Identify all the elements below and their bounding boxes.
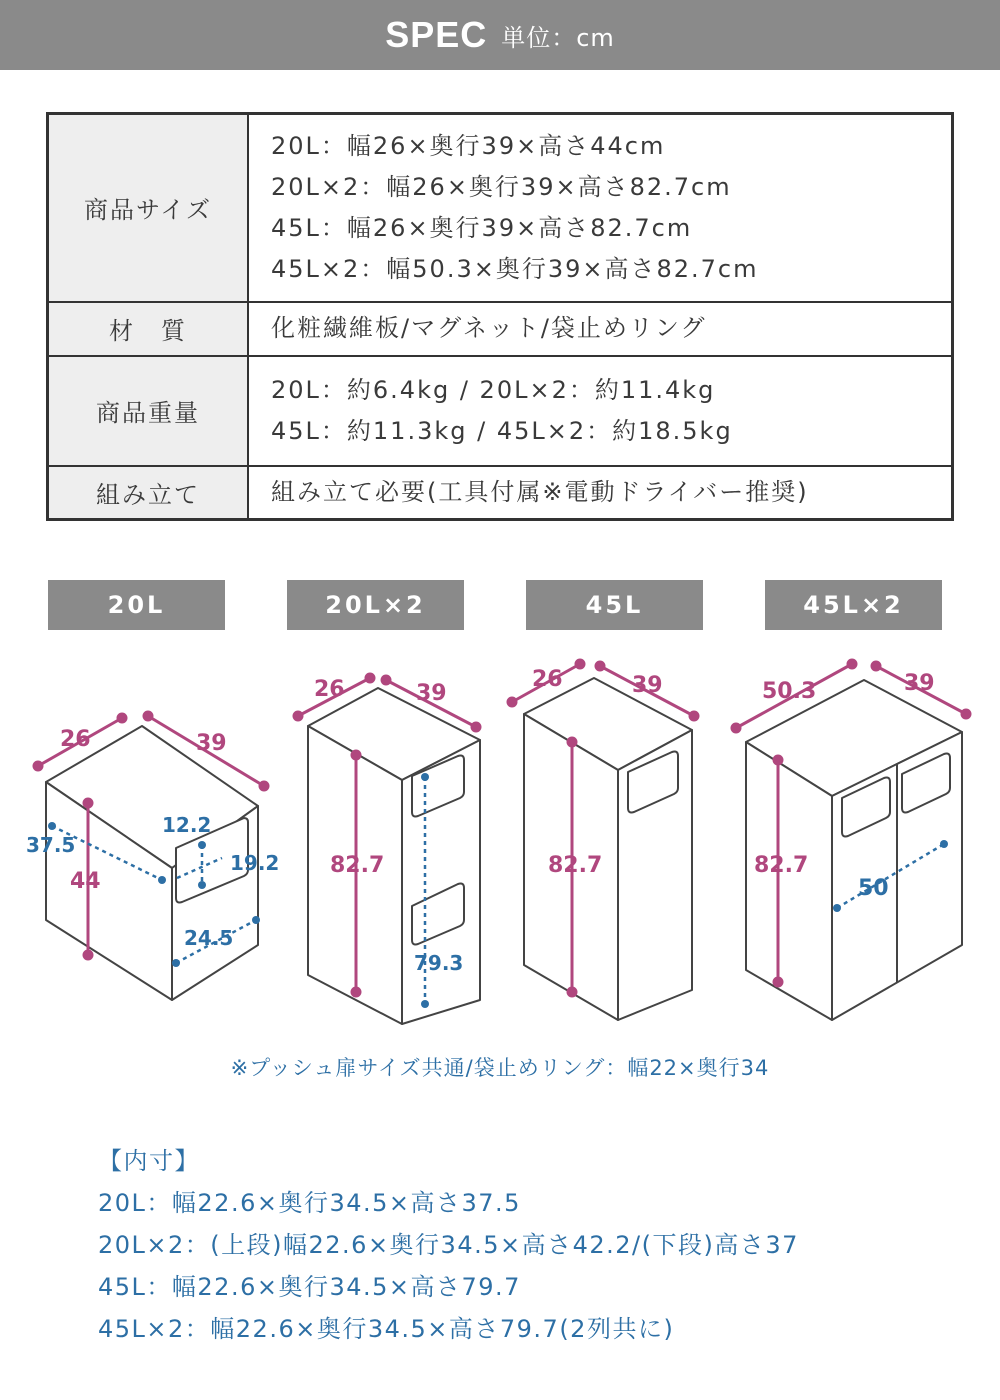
spec-line: 45L×2：幅50.3×奥行39×高さ82.7cm — [271, 254, 759, 283]
spec-table — [46, 112, 954, 521]
dim-inner-height: 37.5 — [26, 833, 76, 857]
spec-line: 20L：約6.4kg / 20L×2：約11.4kg — [271, 375, 716, 404]
dim-height: 44 — [70, 869, 101, 894]
inner-line: 20L×2：(上段)幅22.6×奥行34.5×高さ42.2/(下段)高さ37 — [98, 1231, 799, 1259]
spec-line: 化粧繊維板/マグネット/袋止めリング — [271, 314, 707, 342]
model-tag-20l: 20L — [48, 580, 225, 630]
spec-line: 20L×2：幅26×奥行39×高さ82.7cm — [271, 172, 732, 201]
dim-door-height: 19.2 — [230, 851, 280, 875]
spec-label: 組み立て — [48, 466, 249, 520]
dim-inner-width: 50 — [858, 876, 889, 901]
dim-height: 82.7 — [548, 853, 603, 878]
dim-inner-width: 24.5 — [184, 926, 234, 950]
unit-label: 単位：cm — [501, 23, 615, 52]
spec-label: 商品重量 — [48, 356, 249, 466]
spec-line: 45L：幅26×奥行39×高さ82.7cm — [271, 213, 693, 242]
spec-line: 組み立て必要(工具付属※電動ドライバー推奨) — [271, 477, 809, 506]
inner-title: 【内寸】 — [98, 1147, 200, 1175]
dim-inner-height: 79.3 — [414, 951, 464, 975]
dim-depth: 39 — [632, 673, 663, 698]
spec-value — [248, 302, 953, 356]
spec-title: SPEC — [385, 14, 488, 55]
spec-row-material — [48, 302, 953, 356]
spec-row-assembly — [48, 466, 953, 520]
dimension-diagrams — [0, 640, 1000, 1040]
dim-width: 26 — [314, 677, 345, 702]
spec-value — [248, 356, 953, 466]
door-size-note: ※プッシュ扉サイズ共通/袋止めリング：幅22×奥行34 — [230, 1056, 770, 1080]
inner-line: 45L：幅22.6×奥行34.5×高さ79.7 — [98, 1273, 521, 1301]
inner-line: 45L×2：幅22.6×奥行34.5×高さ79.7(2列共に) — [98, 1315, 675, 1343]
cabinet-45l — [524, 678, 692, 1020]
inner-dimensions — [98, 1140, 799, 1350]
spec-line: 45L：約11.3kg / 45L×2：約18.5kg — [271, 416, 733, 445]
dim-depth: 39 — [416, 681, 447, 706]
dim-depth: 39 — [904, 671, 935, 696]
spec-label: 商品サイズ — [48, 114, 249, 302]
dim-depth: 39 — [196, 731, 227, 756]
dim-width: 50.3 — [762, 679, 817, 704]
dim-width: 26 — [60, 727, 91, 752]
spec-label: 材 質 — [48, 302, 249, 356]
cabinet-20l — [46, 726, 258, 1000]
dim-door-width: 12.2 — [162, 813, 212, 837]
spec-header — [0, 0, 1000, 70]
dim-width: 26 — [532, 667, 563, 692]
dim-height: 82.7 — [330, 853, 385, 878]
model-tag-45l-x2: 45L×2 — [765, 580, 942, 630]
spec-value — [248, 114, 953, 302]
inner-line: 20L：幅22.6×奥行34.5×高さ37.5 — [98, 1189, 521, 1217]
spec-row-size — [48, 114, 953, 302]
model-tag-20l-x2: 20L×2 — [287, 580, 464, 630]
spec-row-weight — [48, 356, 953, 466]
spec-line: 20L：幅26×奥行39×高さ44cm — [271, 131, 666, 160]
dim-height: 82.7 — [754, 853, 809, 878]
model-tag-45l: 45L — [526, 580, 703, 630]
spec-value — [248, 466, 953, 520]
